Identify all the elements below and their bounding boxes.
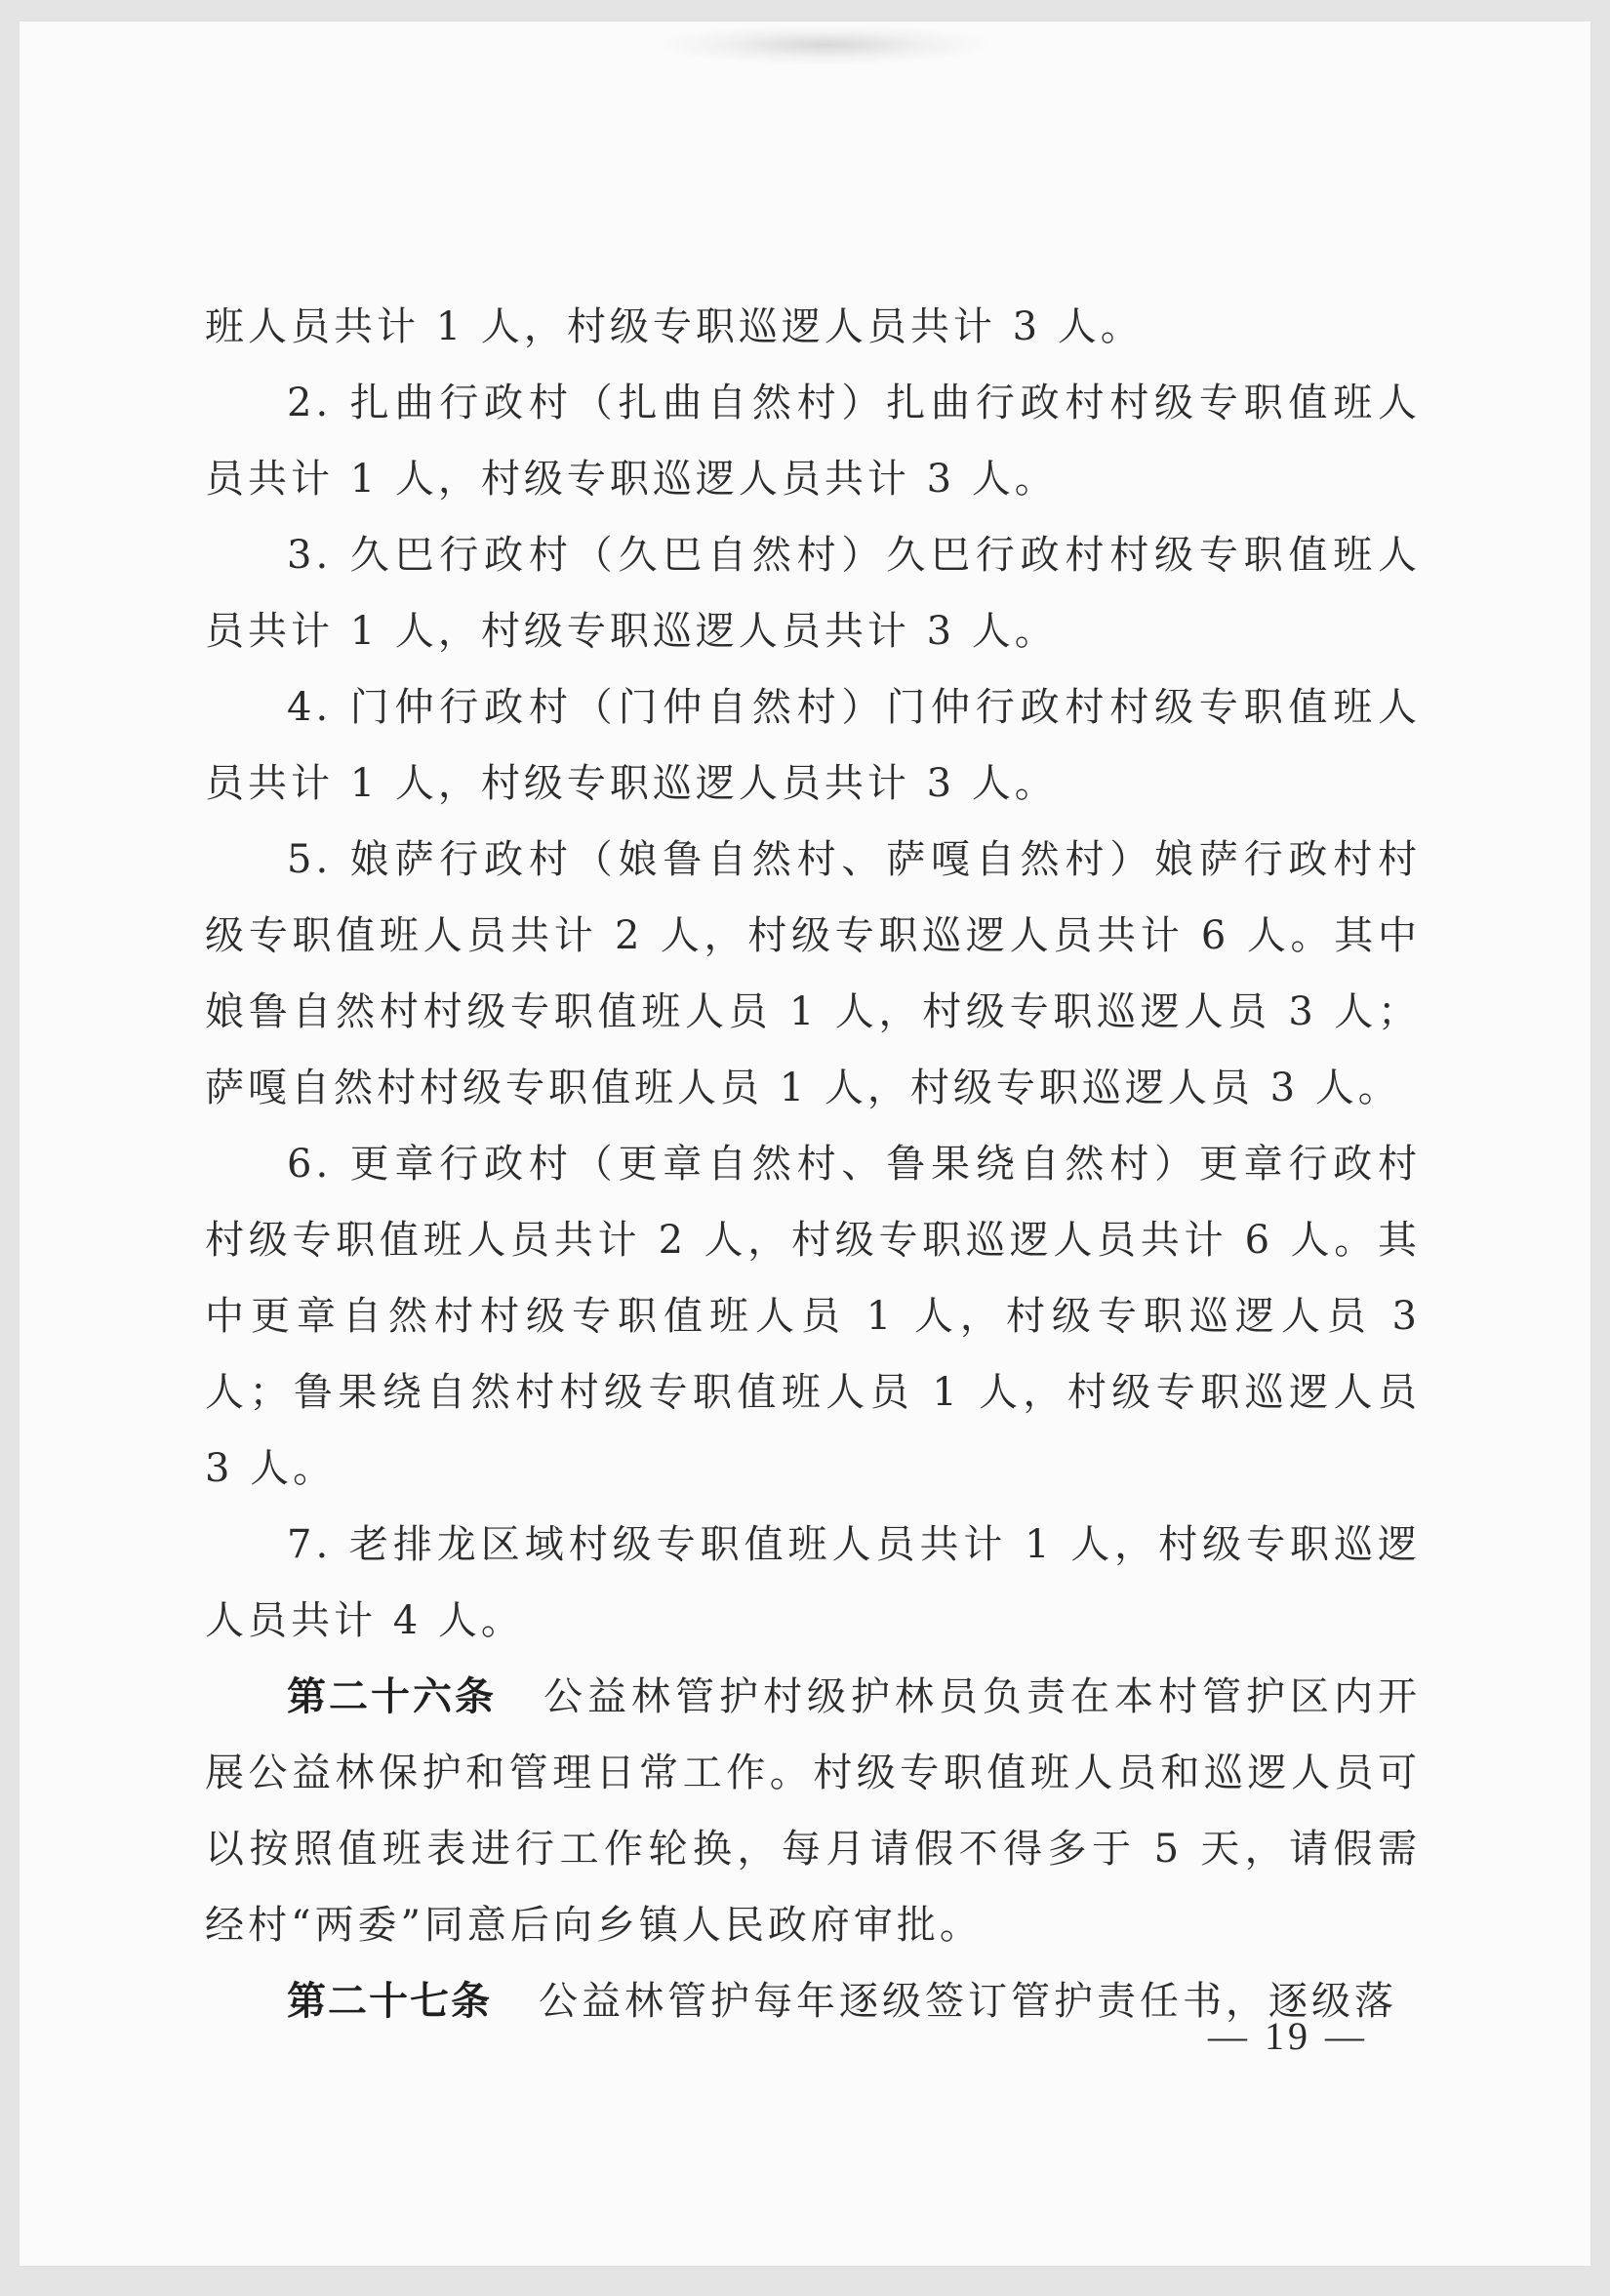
article-paragraph: [205, 1659, 1421, 1963]
paragraph-text: 4. 门仲行政村（门仲自然村）门仲行政村村级专职值班人员共计 1 人，村级专职巡逻人员共计 3 人。: [205, 685, 1421, 806]
body-paragraph: [205, 365, 1421, 517]
article-heading: 第二十七条: [287, 1979, 492, 2024]
paragraph-text: 班人员共计 1 人，村级专职巡逻人员共计 3 人。: [205, 304, 1144, 349]
paragraph-text: 6. 更章行政村（更章自然村、鲁果绕自然村）更章行政村村级专职值班人员共计 2 人，村级专职巡逻人员共计 6 人。其中更章自然村村级专职值班人员 1 人，村级专职巡逻人员 3 人；鲁果绕自然村村级专职值班人员 1 人，村级专职巡逻人员 3 人。: [205, 1142, 1421, 1491]
body-paragraph: [205, 517, 1421, 669]
paragraph-text: 公益林管护村级护林员负责在本村管护区内开展公益林保护和管理日常工作。村级专职值班人员和巡逻人员可以按照值班表进行工作轮换，每月请假不得多于 5 天，请假需经村“两委”同意后向乡镇人民政府审批。: [205, 1674, 1421, 1948]
paragraph-text: 2. 扎曲行政村（扎曲自然村）扎曲行政村村级专职值班人员共计 1 人，村级专职巡逻人员共计 3 人。: [205, 381, 1421, 502]
paragraph-text: 5. 娘萨行政村（娘鲁自然村、萨嘎自然村）娘萨行政村村级专职值班人员共计 2 人，村级专职巡逻人员共计 6 人。其中娘鲁自然村村级专职值班人员 1 人，村级专职巡逻人员 3 人；萨嘎自然村村级专职值班人员 1 人，村级专职巡逻人员 3 人。: [205, 837, 1421, 1110]
paragraph-text: 公益林管护每年逐级签订管护责任书，逐级落: [539, 1979, 1397, 2024]
article-heading: 第二十六条: [287, 1674, 497, 1719]
page-number: — 19 —: [1208, 2014, 1368, 2058]
body-paragraph: [205, 822, 1421, 1126]
scan-smudge: [664, 25, 986, 64]
body-paragraph: [205, 669, 1421, 822]
paragraph-text: 3. 久巴行政村（久巴自然村）久巴行政村村级专职值班人员共计 1 人，村级专职巡逻人员共计 3 人。: [205, 533, 1421, 654]
paragraph-text: 7. 老排龙区域村级专职值班人员共计 1 人，村级专职巡逻人员共计 4 人。: [205, 1522, 1421, 1643]
body-paragraph: [205, 1126, 1421, 1507]
body-paragraph: [205, 1507, 1421, 1659]
body-paragraph: [205, 289, 1421, 365]
document-body: [205, 289, 1421, 2039]
